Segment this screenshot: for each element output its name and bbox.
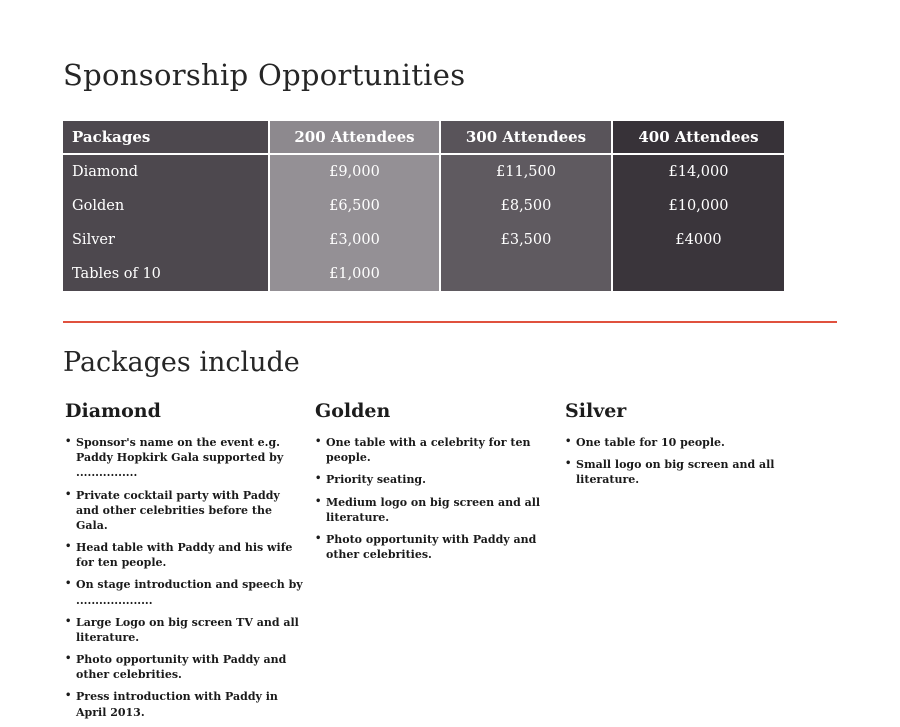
table-row-golden-name: Golden — [63, 189, 268, 223]
table-row-golden-price-200: £6,500 — [270, 189, 439, 223]
package-benefit: • Priority seating. — [315, 472, 563, 487]
package-benefit: • Sponsor's name on the event e.g. Paddy Hopkirk Gala supported by ................ — [65, 435, 303, 481]
pricing-table-header-packages: Packages — [63, 121, 268, 155]
table-row-tables-of-10-price-400 — [613, 257, 784, 291]
package-benefit: • Medium logo on big screen and all literature. — [315, 495, 563, 525]
table-row-silver-name: Silver — [63, 223, 268, 257]
package-benefit: • Private cocktail party with Paddy and other celebrities before the Gala. — [65, 488, 303, 534]
table-row-silver-price-400: £4000 — [613, 223, 784, 257]
package-benefit: • Head table with Paddy and his wife for ten people. — [65, 540, 303, 570]
package-benefit: • Photo opportunity with Paddy and other celebrities. — [65, 652, 303, 682]
pricing-table-header-200-attendees: 200 Attendees — [270, 121, 439, 155]
table-row-golden-price-400: £10,000 — [613, 189, 784, 223]
package-column-golden — [315, 400, 563, 569]
pricing-table-header-300-attendees: 300 Attendees — [441, 121, 611, 155]
package-heading-silver: Silver — [565, 400, 627, 422]
package-benefit: • Small logo on big screen and all literature. — [565, 457, 833, 487]
package-benefit: • Photo opportunity with Paddy and other celebrities. — [315, 532, 563, 562]
pricing-table — [63, 121, 786, 291]
package-benefit-list-diamond — [65, 435, 303, 720]
table-row-tables-of-10-name: Tables of 10 — [63, 257, 268, 291]
package-benefit: • One table for 10 people. — [565, 435, 833, 450]
package-benefit: • Press introduction with Paddy in April 2013. — [65, 689, 303, 719]
package-heading-diamond: Diamond — [65, 400, 161, 422]
package-column-diamond — [65, 400, 303, 727]
package-column-silver — [565, 400, 833, 495]
table-row-silver-price-200: £3,000 — [270, 223, 439, 257]
table-row-diamond-price-300: £11,500 — [441, 155, 611, 189]
page-title: Sponsorship Opportunities — [63, 58, 466, 92]
table-row-silver-price-300: £3,500 — [441, 223, 611, 257]
table-row-diamond-name: Diamond — [63, 155, 268, 189]
table-row-tables-of-10-price-200: £1,000 — [270, 257, 439, 291]
package-heading-golden: Golden — [315, 400, 391, 422]
table-row-diamond-price-400: £14,000 — [613, 155, 784, 189]
package-benefit-list-silver — [565, 435, 833, 488]
table-row-tables-of-10-price-300 — [441, 257, 611, 291]
package-benefit-list-golden — [315, 435, 563, 562]
section-title: Packages include — [63, 347, 300, 378]
package-benefit: • Large Logo on big screen TV and all literature. — [65, 615, 303, 645]
package-benefit: • On stage introduction and speech by .................... — [65, 577, 303, 607]
table-row-diamond-price-200: £9,000 — [270, 155, 439, 189]
red-divider-line — [63, 321, 837, 323]
pricing-table-header-400-attendees: 400 Attendees — [613, 121, 784, 155]
table-row-golden-price-300: £8,500 — [441, 189, 611, 223]
package-benefit: • One table with a celebrity for ten people. — [315, 435, 563, 465]
